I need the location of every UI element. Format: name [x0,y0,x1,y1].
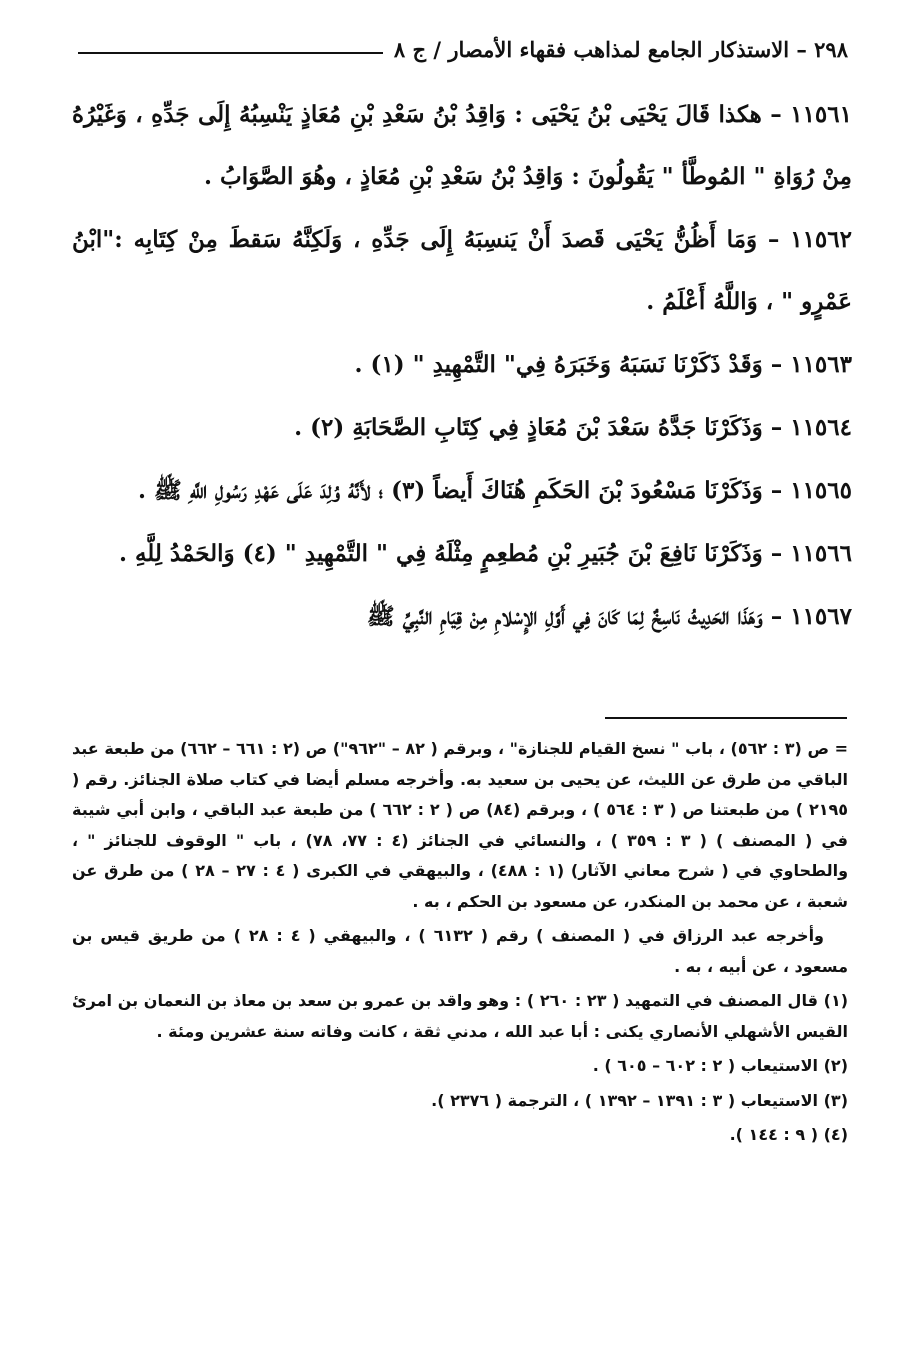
footnotes [72,734,848,1155]
footnote-text: الاستيعاب ( ٢ : ٦٠٢ – ٦٠٥ ) . [592,1056,824,1075]
paragraph-11565 [72,460,852,522]
paragraph-text: – وَذَكَرْنَا جَدَّهُ سَعْدَ بْنَ مُعَاذٍ فِي كِتَابِ الصَّحَابَةِ (٢) . [294,414,791,441]
footnote-marker: (١) [823,991,849,1010]
paragraph-number: ١١٥٦٢ [790,226,852,253]
paragraph-11566 [72,523,852,585]
paragraph-number: ١١٥٦٧ [790,603,852,630]
paragraph-text: – وَمَا أَظُنُّ يَحْيَى قَصدَ أَنْ يَنسِبَهُ إِلَى جَدِّهِ ، وَلَكِنَّهُ سَقطَ مِنْ كِتَابِه :"ابْنُ عَمْرٍو " ، وَاللَّهُ أَعْلَمُ . [72,226,852,315]
footnote-text: ( ٢٣ : ٢٦٠ ) : وهو واقد بن عمرو بن سعد بن معاذ بن النعمان بن امرئ القيس الأشهلي الأنصاري يكنى : أبا عبد الله ، مدني ثقة ، كانت وفاته سنة عشرين ومئة . [72,991,848,1041]
paragraph-number: ١١٥٦٦ [790,540,852,567]
footnote-2 [72,1051,848,1082]
footnote-text: ( ٩ : ١٤٤ ). [729,1125,824,1144]
footnote-continuation [72,734,848,917]
footnote-marker: (٣) [823,1090,848,1110]
paragraph-number: ١١٥٦١ [790,101,852,128]
paragraph-text: – وَقَدْ ذَكَرْنَا نَسَبَهُ وَخَبَرَهُ فِي" التَّمْهِيدِ " (١) . [354,351,791,378]
footnote-lead: قال المصنف في [680,991,824,1010]
footnote-marker: (٤) [823,1125,848,1144]
paragraph-text: – هكذا قَالَ يَحْيَى بْنُ يَحْيَى : وَاقِدُ بْنُ سَعْدِ بْنِ مُعَاذٍ يَنْسِبُهُ إِلَى جَدِّهِ ، وَغَيْرُهُ مِنْ رُوَاةِ " المُوطَّأ " يَقُولُونَ : وَاقِدُ بْنُ سَعْدِ بْنِ مُعَاذٍ ، وهُوَ الصَّوَابُ . [72,101,852,190]
footnote-continuation [72,921,848,982]
paragraph-text: – وَذَكَرْنَا نَافِعَ بْنَ جُبَيرِ بْنِ مُطعِمٍ مِثْلَهُ فِي " التَّمْهِيدِ " (٤) وَالحَمْدُ لِلَّهِ . [118,540,791,567]
footnote-text: وأخرجه عبد الرزاق في ( المصنف ) رقم ( ٦١٣٢ ) ، والبيهقي ( ٤ : ٢٨ ) من طريق قيس بن مسعود ، عن أبيه ، به . [72,926,848,976]
paragraph-11567 [72,586,852,648]
footnote-book-title: التمهيد [625,991,681,1010]
paragraph-11564 [72,397,852,459]
header-title: ٢٩٨ – الاستذكار الجامع لمذاهب فقهاء الأمصار / ج ٨ [393,37,848,62]
paragraph-number: ١١٥٦٥ [790,477,852,504]
footnote-4 [72,1120,848,1151]
main-text [72,84,852,649]
paragraph-text: – وَذَكَرْنَا مَسْعُودَ بْنَ الحَكَمِ هُنَاكَ أَيضاً (٣) ؛ لأَنَّهُ وُلِدَ عَلَى عَهْدِ رَسُولِ اللَّهِ ﷺ . [138,477,791,504]
footnote-text: = ص (٣ : ٥٦٢) ، باب " نسخ القيام للجنازة" ، وبرقم ( ٨٢ – "٩٦٢") ص (٢ : ٦٦١ – ٦٦٢) من طبعة عبد الباقي من طرق عن الليث، عن يحيى بن سعيد به. وأخرجه مسلم أيضا في كتاب صلاة الجنائز. رقم ( ٢١٩٥ ) من طبعتنا ص ( ٣ : ٥٦٤ ) ، وبرقم (٨٤) ص ( ٢ : ٦٦٢ ) من طبعة عبد الباقي ، وابن أبي شيبة في ( المصنف ) ( ٣ : ٣٥٩ ) ، والنسائي في الجنائز (٤ : ٧٧، ٧٨) ، باب " الوقوف للجنائز " ، والطحاوي في ( شرح معاني الآثار) (١ : ٤٨٨) ، والبيهقي في الكبرى ( ٤ : ٢٧ – ٢٨ ) من طرق عن شعبة ، عن محمد بن المنكدر، عن مسعود بن الحكم ، به . [72,739,849,911]
paragraph-number: ١١٥٦٤ [790,414,852,441]
footnote-text: الاستيعاب ( ٣ : ١٣٩١ – ١٣٩٢ ) ، الترجمة ( ٢٣٧٦ ). [431,1090,824,1110]
paragraph-11563 [72,334,852,396]
paragraph-11562 [72,209,852,333]
paragraph-text: – وَهَذَا الحَدِيثُ نَاسِخٌ لِمَا كَانَ فِي أَوَّلِ الإِسْلامِ مِنْ قِيَامِ النَّبِيِّ ﷺ [366,603,791,630]
running-header [78,30,848,70]
footnote-marker: (٢) [823,1056,848,1075]
header-rule [78,52,383,54]
footnote-separator [605,717,847,719]
footnote-1 [72,986,848,1047]
footnote-3 [72,1086,848,1117]
paragraph-11561 [72,84,852,208]
paragraph-number: ١١٥٦٣ [790,351,852,378]
